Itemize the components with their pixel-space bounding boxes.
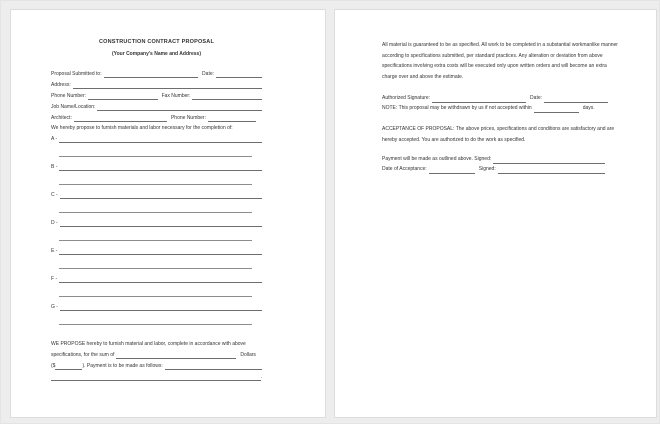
architect-phone-label: Phone Number: bbox=[170, 115, 206, 121]
item-continuation-line-g bbox=[59, 324, 252, 325]
acceptance-paragraph: ACCEPTANCE OF PROPOSAL: The above prices, specifications and conditions are satisfactory and are hereby accepted. You are authorized to do the work as specified. bbox=[382, 126, 615, 143]
we-propose-block bbox=[51, 337, 262, 381]
row-date-acceptance bbox=[382, 164, 605, 174]
fax-number-label: Fax Number: bbox=[161, 93, 191, 99]
item-blank-c bbox=[60, 195, 262, 199]
payment-signed-label: Payment will be made as outlined above. Signed: bbox=[382, 155, 492, 162]
trailing-period: . bbox=[260, 374, 262, 380]
guarantee-paragraph: All material is guaranteed to be as specified. All work to be completed in a substantial workmanlike manner according to specifications submitted, per standard practices. Any alteration or deviation from above specifications involving extra costs will be executed only upon written orders and will become an extra charge over and above the estimate. bbox=[382, 42, 618, 80]
item-continuation-line-d bbox=[59, 240, 252, 241]
date-label: Date: bbox=[202, 71, 214, 77]
date-blank bbox=[216, 74, 262, 78]
dollar-paren-open: ($ bbox=[51, 363, 56, 369]
dollars-label: Dollars bbox=[240, 352, 256, 358]
address-blank bbox=[73, 85, 262, 89]
item-continuation-line-e bbox=[59, 268, 252, 269]
item-row-f bbox=[51, 274, 262, 283]
job-location-label: Job Name/Location: bbox=[51, 104, 96, 110]
item-label-b: B - bbox=[51, 164, 58, 170]
sum-blank bbox=[116, 355, 236, 359]
sum-of-label: specifications, for the sum of bbox=[51, 352, 115, 358]
item-blank-g bbox=[60, 307, 262, 311]
payment-follows-blank bbox=[165, 366, 262, 370]
note-text: NOTE: This proposal may be withdrawn by us if not accepted within bbox=[382, 104, 532, 111]
signature-date-label: Date: bbox=[530, 94, 542, 101]
fax-number-blank bbox=[192, 96, 262, 100]
page-right bbox=[334, 9, 657, 418]
document-subtitle: (Your Company's Name and Address) bbox=[112, 51, 201, 57]
item-continuation-line-f bbox=[59, 296, 252, 297]
item-blank-b bbox=[59, 167, 262, 171]
intro-paragraph: We hereby propose to furnish materials and labor necessary for the completion of: bbox=[51, 125, 233, 131]
item-label-e: E - bbox=[51, 248, 58, 254]
row-payment-signed bbox=[382, 154, 605, 164]
item-blank-a bbox=[59, 139, 262, 143]
row-note bbox=[382, 103, 618, 113]
item-blank-d bbox=[60, 223, 262, 227]
item-row-b bbox=[51, 162, 262, 171]
row-architect bbox=[51, 111, 256, 122]
item-continuation-line-b bbox=[59, 184, 252, 185]
item-blank-e bbox=[59, 251, 262, 255]
address-label: Address: bbox=[51, 82, 71, 88]
phone-number-label: Phone Number: bbox=[51, 93, 87, 99]
architect-blank bbox=[74, 118, 167, 122]
item-row-d bbox=[51, 218, 262, 227]
note-days-label: days. bbox=[582, 104, 595, 111]
architect-phone-blank bbox=[208, 118, 256, 122]
item-blank-f bbox=[59, 279, 262, 283]
page-right-content bbox=[335, 10, 656, 174]
proposal-submitted-blank bbox=[104, 74, 198, 78]
header-form bbox=[51, 67, 262, 122]
phone-number-blank bbox=[88, 96, 158, 100]
document-title: CONSTRUCTION CONTRACT PROPOSAL bbox=[98, 39, 215, 45]
propose-line-2 bbox=[51, 348, 262, 359]
item-row-a bbox=[51, 134, 262, 143]
item-continuation-line-a bbox=[59, 156, 252, 157]
authorized-signature-label: Authorized Signature: bbox=[382, 94, 431, 101]
architect-label: Architect: bbox=[51, 115, 72, 121]
row-proposal-submitted bbox=[51, 67, 262, 78]
propose-line-4 bbox=[51, 370, 262, 381]
item-label-a: A - bbox=[51, 136, 58, 142]
item-row-g bbox=[51, 302, 262, 311]
item-label-c: C - bbox=[51, 192, 58, 198]
job-location-blank bbox=[97, 107, 262, 111]
signed-blank bbox=[498, 170, 605, 174]
date-acceptance-blank bbox=[429, 170, 475, 174]
payment-signed-blank bbox=[493, 160, 605, 164]
dollar-amount-blank bbox=[55, 366, 82, 370]
page-left-content bbox=[11, 10, 325, 381]
row-address bbox=[51, 78, 262, 89]
signed-label: Signed: bbox=[478, 165, 496, 172]
propose-text-1: WE PROPOSE hereby to furnish material and labor, complete in accordance with above bbox=[51, 341, 246, 347]
proposal-submitted-label: Proposal Submitted to: bbox=[51, 71, 102, 77]
item-continuation-line-c bbox=[59, 212, 252, 213]
completion-items-list bbox=[51, 134, 262, 325]
payment-follows-label: ). Payment is to be made as follows: bbox=[82, 363, 163, 369]
item-label-f: F - bbox=[51, 276, 58, 282]
payment-continuation-blank bbox=[51, 377, 261, 381]
row-phone-fax bbox=[51, 89, 262, 100]
item-row-e bbox=[51, 246, 262, 255]
item-label-g: G - bbox=[51, 304, 58, 310]
propose-line-3 bbox=[51, 359, 262, 370]
date-acceptance-label: Date of Acceptance: bbox=[382, 165, 427, 172]
note-days-blank bbox=[534, 109, 579, 113]
row-job-location bbox=[51, 100, 262, 111]
item-row-c bbox=[51, 190, 262, 199]
propose-line-1 bbox=[51, 337, 262, 348]
page-left bbox=[10, 9, 326, 418]
signature-date-blank bbox=[544, 99, 608, 103]
item-label-d: D - bbox=[51, 220, 58, 226]
row-authorized-signature bbox=[382, 93, 608, 103]
